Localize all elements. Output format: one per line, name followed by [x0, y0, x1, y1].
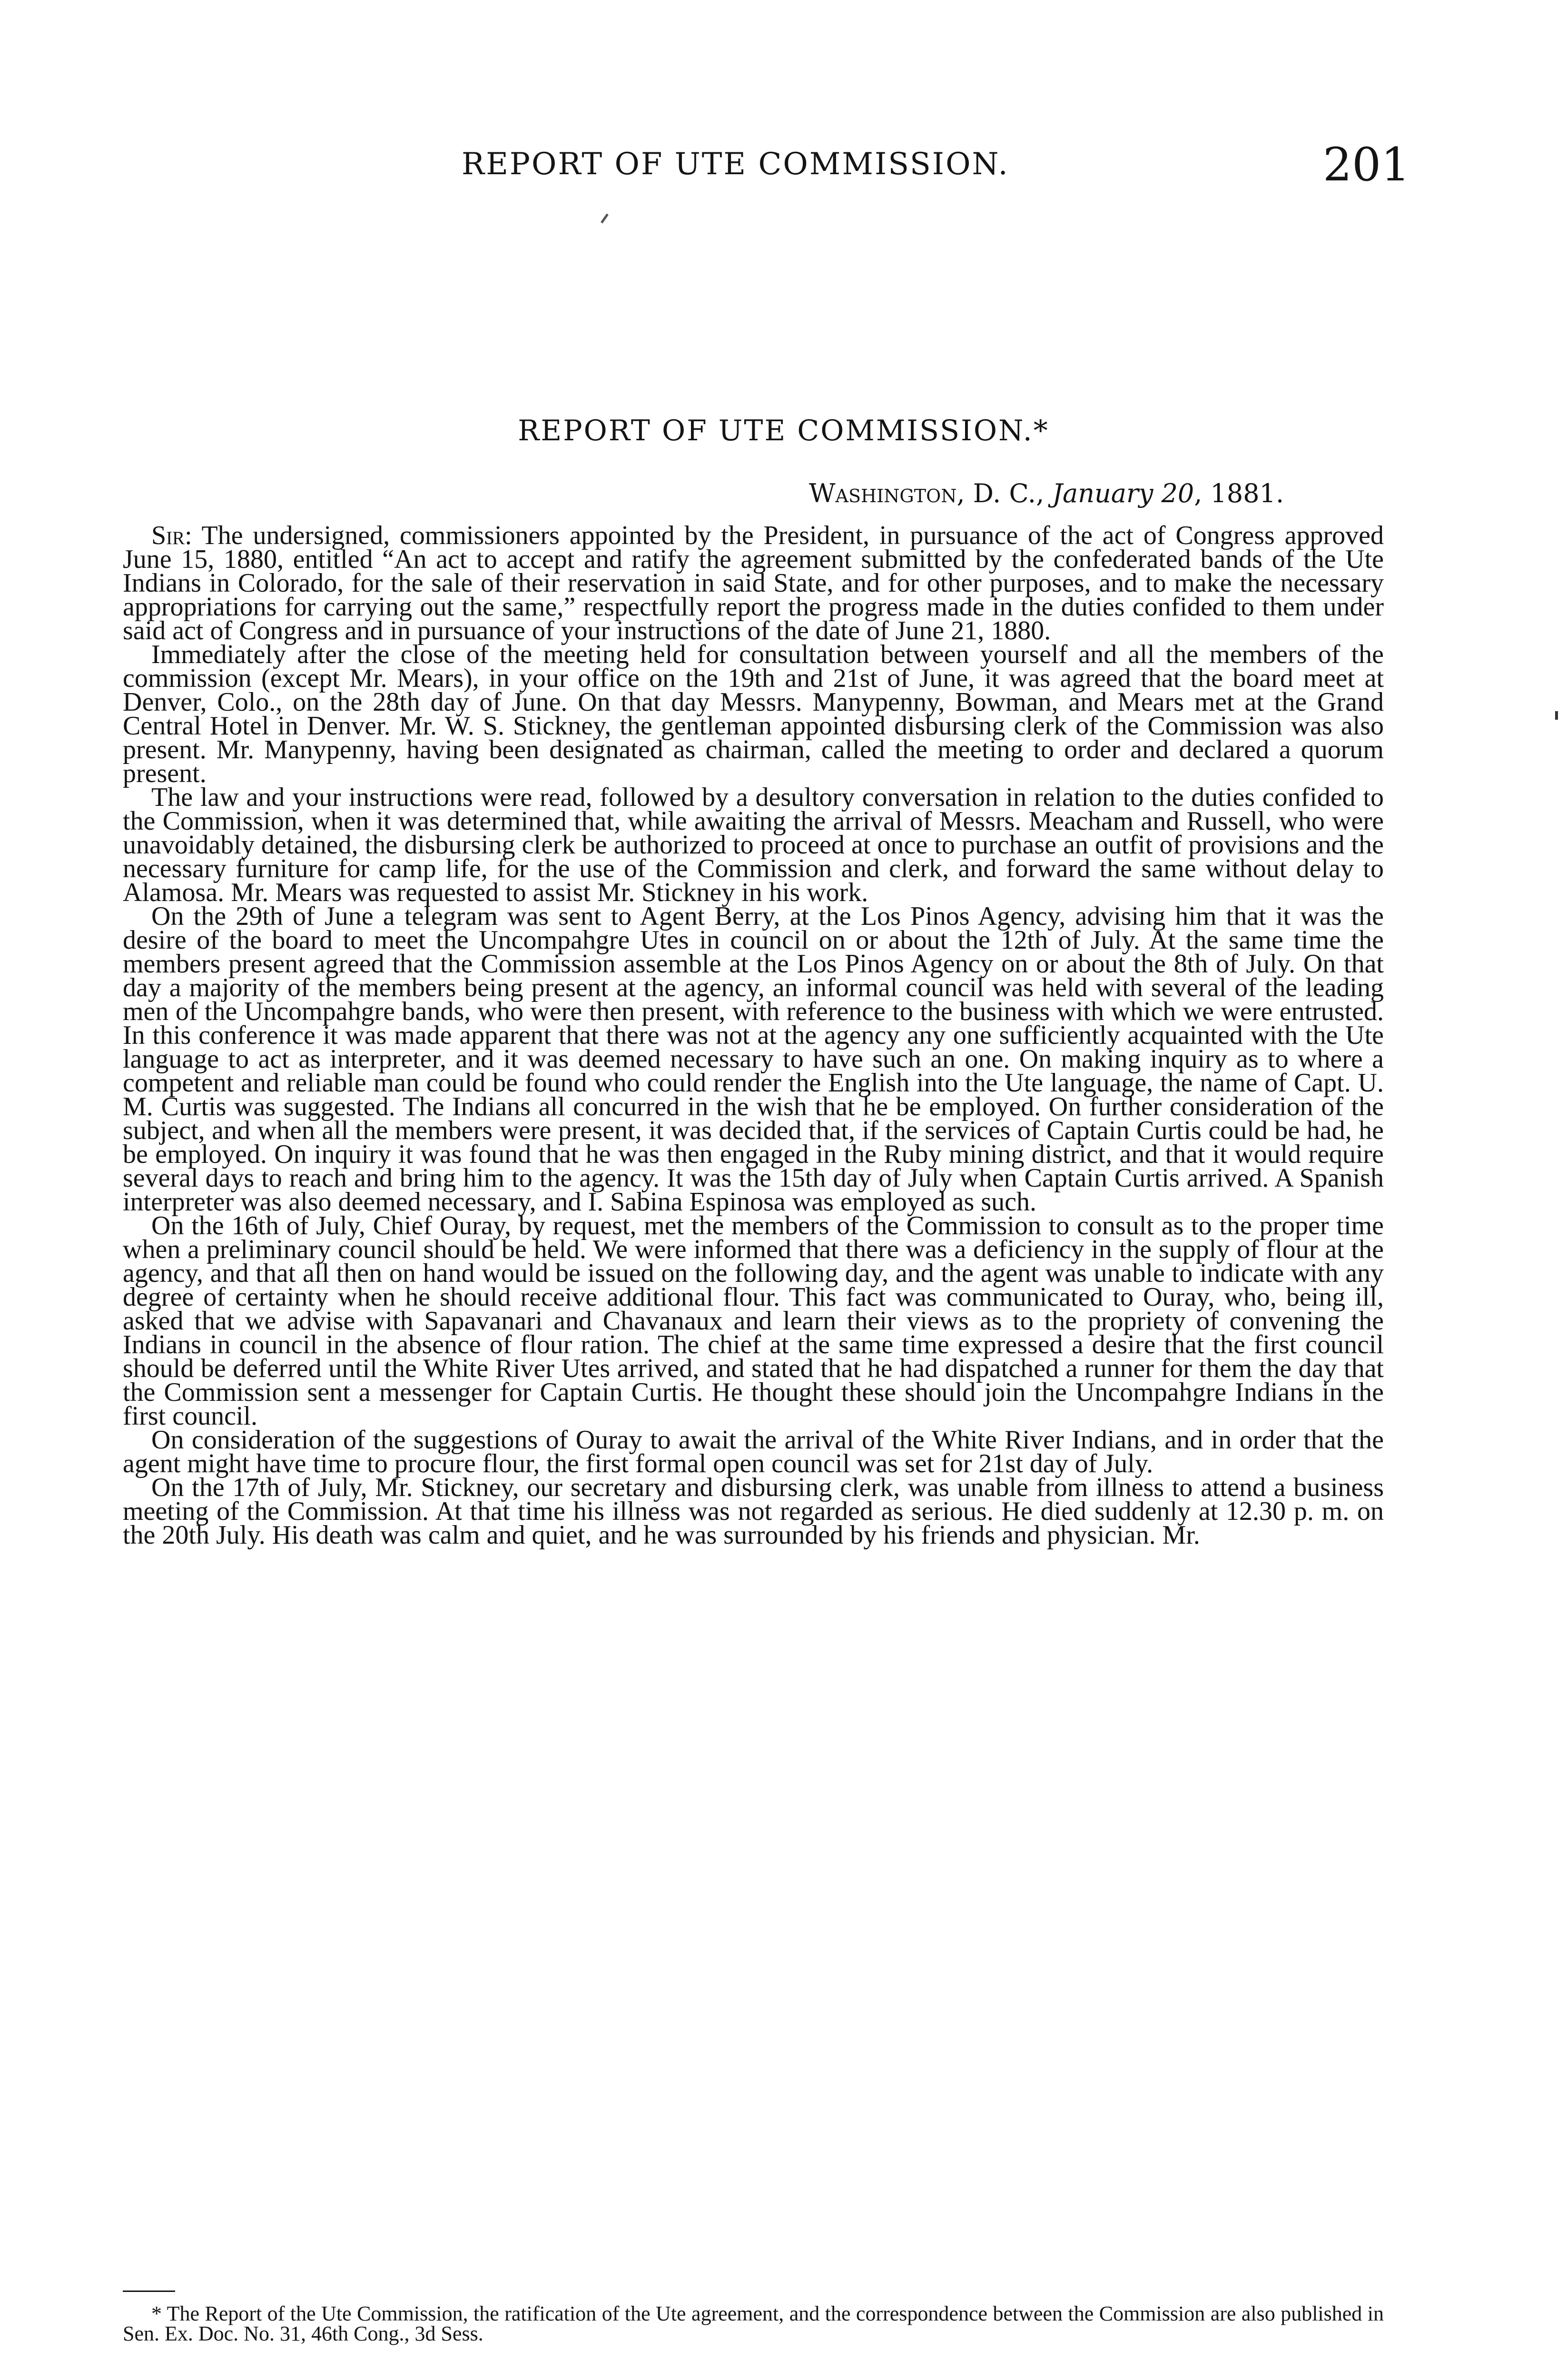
dateline-date: January 20	[1052, 478, 1194, 508]
edge-ink-mark	[1555, 711, 1558, 720]
footnote: * The Report of the Ute Commission, the ratification of the Ute agreement, and the correspondence between the Commission are also published in Sen. Ex. Doc. No. 31, 46th Cong., 3d Sess.	[123, 2302, 1384, 2345]
report-title: REPORT OF UTE COMMISSION.*	[518, 414, 1049, 447]
running-header	[0, 138, 1567, 190]
paragraph-6: On consideration of the suggestions of Ouray to await the arrival of the White River Indians, and in order that the agent might have time to procure flour, the first formal open council was set for 21st day of July.	[123, 1425, 1384, 1478]
paragraph-5: On the 16th of July, Chief Ouray, by request, met the members of the Commission to consult as to the proper time when a preliminary council should be held. We were informed that there was a deficiency in the supply of flour at the agency, and that all then on hand would be issued on the following day, and the agent was unable to indicate with any degree of certainty when he should receive additional flour. This fact was communicated to Ouray, who, being ill, asked that we advise with Sapavanari and Chavanaux and learn their views as to the propriety of convening the Indians in council in the absence of flour ration. The chief at the same time expressed a desire that the first council should be deferred until the White River Utes arrived, and stated that he had dispatched a runner for them the day that the Commission sent a messenger for Captain Curtis. He thought these should join the Uncompahgre Indians in the first council.	[123, 1211, 1384, 1431]
paragraph-1	[123, 521, 1384, 645]
page-number: 201	[1323, 138, 1410, 191]
dateline-place: Washington, D. C.,	[809, 478, 1053, 508]
report-body	[123, 521, 1384, 1550]
running-title: REPORT OF UTE COMMISSION.	[462, 147, 1009, 182]
paragraph-7: On the 17th of July, Mr. Stickney, our secretary and disbursing clerk, was unable from illness to attend a business meeting of the Commission. At that time his illness was not regarded as serious. He died suddenly at 12.30 p. m. on the 20th July. His death was calm and quiet, and he was surrounded by his friends and physician. Mr.	[123, 1473, 1384, 1550]
paragraph-1-text: : The undersigned, commissioners appointed by the President, in pursuance of the act of Congress approved June 15, 1880, entitled “An act to accept and ratify the agreement submitted by the confederated bands of the Ute Indians in Colorado, for the sale of their reservation in said State, and for other purposes, and to make the necessary appropriations for carrying out the same,” respectfully report the progress made in the duties confided to them under said act of Congress and in pursuance of your instructions of the date of June 21, 1880.	[123, 521, 1384, 645]
paragraph-2: Immediately after the close of the meeting held for consultation between yourself and all the members of the commission (except Mr. Mears), in your office on the 19th and 21st of June, it was agreed that the board meet at Denver, Colo., on the 28th day of June. On that day Messrs. Manypenny, Bowman, and Mears met at the Grand Central Hotel in Denver. Mr. W. S. Stickney, the gentleman appointed disbursing clerk of the Commission was also present. Mr. Manypenny, having been designated as chairman, called the meeting to order and declared a quorum present.	[123, 640, 1384, 788]
dateline	[809, 478, 1284, 508]
footnote-rule	[123, 2291, 175, 2292]
stray-ink-mark	[601, 214, 609, 224]
dateline-year: , 1881.	[1194, 478, 1284, 508]
paragraph-3: The law and your instructions were read, followed by a desultory conversation in relation to the duties confided to the Commission, when it was determined that, while awaiting the arrival of Messrs. Meacham and Russell, who were unavoidably detained, the disbursing clerk be authorized to proceed at once to purchase an outfit of provisions and the necessary furniture for camp life, for the use of the Commission and clerk, and forward the same without delay to Alamosa. Mr. Mears was requested to assist Mr. Stickney in his work.	[123, 783, 1384, 907]
salutation: Sir	[151, 521, 185, 550]
paragraph-4: On the 29th of June a telegram was sent to Agent Berry, at the Los Pinos Agency, advising him that it was the desire of the board to meet the Uncompahgre Utes in council on or about the 12th of July. At the same time the members present agreed that the Commission assemble at the Los Pinos Agency on or about the 8th of July. On that day a majority of the members being present at the agency, an informal council was held with several of the leading men of the Uncompahgre bands, who were then present, with reference to the business with which we were entrusted. In this conference it was made apparent that there was not at the agency any one sufficiently acquainted with the Ute language to act as interpreter, and it was deemed necessary to have such an one. On making inquiry as to where a competent and reliable man could be found who could render the English into the Ute language, the name of Capt. U. M. Curtis was suggested. The Indians all concurred in the wish that he be employed. On further consideration of the subject, and when all the members were present, it was decided that, if the services of Captain Curtis could be had, he be employed. On inquiry it was found that he was then engaged in the Ruby mining district, and that it would require several days to reach and bring him to the agency. It was the 15th day of July when Captain Curtis arrived. A Spanish interpreter was also deemed necessary, and I. Sabina Espinosa was employed as such.	[123, 902, 1384, 1217]
